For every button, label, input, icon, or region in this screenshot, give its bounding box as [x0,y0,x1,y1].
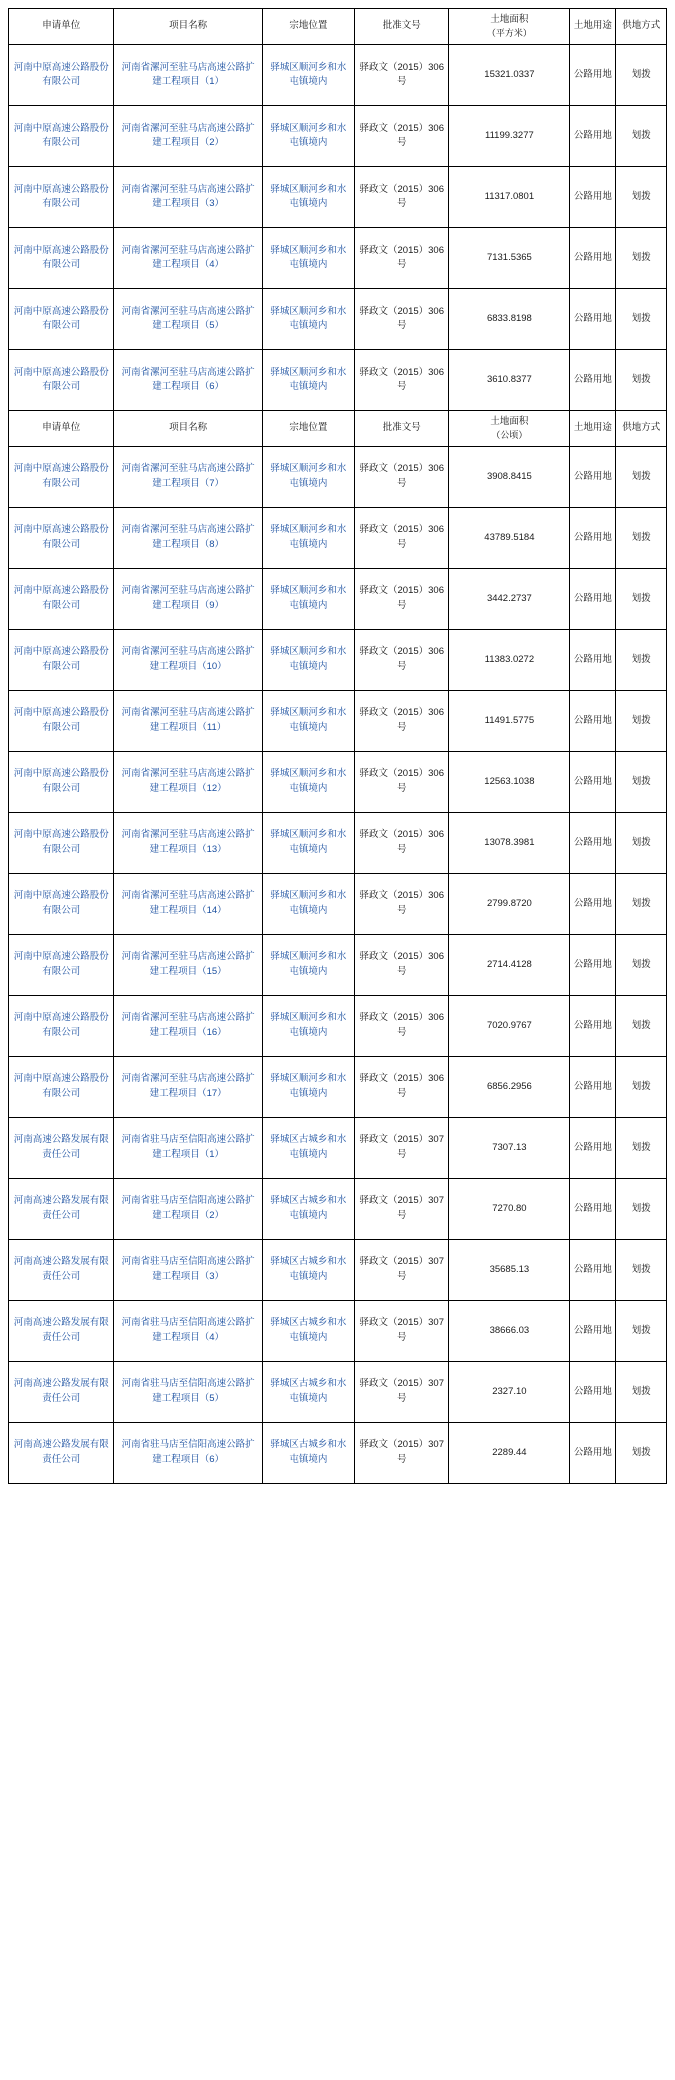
cell-applicant: 河南中原高速公路股份有限公司 [9,995,114,1056]
cell-parcel-location: 驿城区顺河乡和水屯镇境内 [262,568,354,629]
cell-supply-method: 划拨 [616,812,667,873]
header-project: 项目名称 [114,410,262,446]
cell-project-name: 河南省漯河至驻马店高速公路扩建工程项目（3） [114,166,262,227]
cell-project-name: 河南省漯河至驻马店高速公路扩建工程项目（2） [114,105,262,166]
cell-approval-doc-number: 驿政文（2015）307号 [355,1361,449,1422]
cell-land-use: 公路用地 [570,995,616,1056]
cell-land-area: 3442.2737 [449,568,570,629]
cell-supply-method: 划拨 [616,105,667,166]
cell-land-use: 公路用地 [570,227,616,288]
cell-parcel-location: 驿城区顺河乡和水屯镇境内 [262,446,354,507]
header-land-area-unit: （平方米） [486,27,532,38]
cell-approval-doc-number: 驿政文（2015）306号 [355,446,449,507]
header-land-area-label: 土地面积 [490,14,529,25]
cell-land-use: 公路用地 [570,1300,616,1361]
table-row [9,1117,667,1178]
cell-project-name: 河南省驻马店至信阳高速公路扩建工程项目（5） [114,1361,262,1422]
cell-land-area: 7020.9767 [449,995,570,1056]
cell-applicant: 河南中原高速公路股份有限公司 [9,507,114,568]
cell-supply-method: 划拨 [616,568,667,629]
header-land-use: 土地用途 [570,9,616,45]
cell-land-area: 11491.5775 [449,690,570,751]
cell-land-area: 3908.8415 [449,446,570,507]
cell-applicant: 河南中原高速公路股份有限公司 [9,812,114,873]
cell-project-name: 河南省漯河至驻马店高速公路扩建工程项目（10） [114,629,262,690]
cell-applicant: 河南中原高速公路股份有限公司 [9,629,114,690]
cell-approval-doc-number: 驿政文（2015）307号 [355,1300,449,1361]
cell-supply-method: 划拨 [616,1178,667,1239]
cell-project-name: 河南省驻马店至信阳高速公路扩建工程项目（2） [114,1178,262,1239]
cell-approval-doc-number: 驿政文（2015）307号 [355,1422,449,1483]
cell-land-area: 2714.4128 [449,934,570,995]
cell-land-use: 公路用地 [570,873,616,934]
header-supply-method: 供地方式 [616,9,667,45]
header-land-area [449,410,570,446]
cell-applicant: 河南中原高速公路股份有限公司 [9,751,114,812]
cell-land-use: 公路用地 [570,934,616,995]
cell-approval-doc-number: 驿政文（2015）306号 [355,690,449,751]
cell-parcel-location: 驿城区顺河乡和水屯镇境内 [262,1056,354,1117]
table-row [9,690,667,751]
cell-project-name: 河南省漯河至驻马店高速公路扩建工程项目（9） [114,568,262,629]
cell-applicant: 河南中原高速公路股份有限公司 [9,227,114,288]
cell-land-use: 公路用地 [570,44,616,105]
cell-parcel-location: 驿城区顺河乡和水屯镇境内 [262,44,354,105]
table-row [9,227,667,288]
cell-approval-doc-number: 驿政文（2015）307号 [355,1178,449,1239]
cell-land-use: 公路用地 [570,568,616,629]
cell-land-area: 11317.0801 [449,166,570,227]
table-row [9,288,667,349]
cell-land-use: 公路用地 [570,349,616,410]
header-doc-number: 批准文号 [355,410,449,446]
cell-approval-doc-number: 驿政文（2015）306号 [355,568,449,629]
cell-supply-method: 划拨 [616,446,667,507]
cell-land-area: 2799.8720 [449,873,570,934]
cell-project-name: 河南省漯河至驻马店高速公路扩建工程项目（7） [114,446,262,507]
cell-land-area: 12563.1038 [449,751,570,812]
cell-parcel-location: 驿城区顺河乡和水屯镇境内 [262,349,354,410]
cell-parcel-location: 驿城区顺河乡和水屯镇境内 [262,812,354,873]
cell-supply-method: 划拨 [616,166,667,227]
cell-supply-method: 划拨 [616,995,667,1056]
cell-applicant: 河南高速公路发展有限责任公司 [9,1361,114,1422]
cell-parcel-location: 驿城区顺河乡和水屯镇境内 [262,629,354,690]
table-body [9,9,667,1484]
table-row [9,629,667,690]
header-land-area-label: 土地面积 [490,415,529,427]
cell-parcel-location: 驿城区古城乡和水屯镇境内 [262,1178,354,1239]
cell-land-use: 公路用地 [570,751,616,812]
cell-applicant: 河南中原高速公路股份有限公司 [9,690,114,751]
cell-project-name: 河南省漯河至驻马店高速公路扩建工程项目（16） [114,995,262,1056]
cell-approval-doc-number: 驿政文（2015）306号 [355,995,449,1056]
cell-applicant: 河南中原高速公路股份有限公司 [9,873,114,934]
table-row [9,1361,667,1422]
cell-supply-method: 划拨 [616,1117,667,1178]
cell-parcel-location: 驿城区古城乡和水屯镇境内 [262,1422,354,1483]
table-row [9,812,667,873]
cell-approval-doc-number: 驿政文（2015）306号 [355,934,449,995]
land-supply-table [8,8,667,1484]
cell-land-area: 7307.13 [449,1117,570,1178]
cell-supply-method: 划拨 [616,288,667,349]
cell-supply-method: 划拨 [616,1422,667,1483]
cell-supply-method: 划拨 [616,1361,667,1422]
table-row [9,349,667,410]
cell-land-use: 公路用地 [570,105,616,166]
cell-supply-method: 划拨 [616,349,667,410]
cell-supply-method: 划拨 [616,1239,667,1300]
table-row [9,995,667,1056]
header-location: 宗地位置 [262,410,354,446]
cell-approval-doc-number: 驿政文（2015）307号 [355,1239,449,1300]
cell-parcel-location: 驿城区古城乡和水屯镇境内 [262,1239,354,1300]
table-row [9,507,667,568]
table-row [9,105,667,166]
header-applicant: 申请单位 [9,410,114,446]
cell-supply-method: 划拨 [616,1300,667,1361]
cell-project-name: 河南省漯河至驻马店高速公路扩建工程项目（4） [114,227,262,288]
cell-land-area: 7270.80 [449,1178,570,1239]
cell-applicant: 河南中原高速公路股份有限公司 [9,934,114,995]
table-header-row [9,410,667,446]
cell-parcel-location: 驿城区顺河乡和水屯镇境内 [262,690,354,751]
cell-parcel-location: 驿城区顺河乡和水屯镇境内 [262,507,354,568]
cell-project-name: 河南省漯河至驻马店高速公路扩建工程项目（8） [114,507,262,568]
cell-supply-method: 划拨 [616,690,667,751]
cell-applicant: 河南中原高速公路股份有限公司 [9,44,114,105]
cell-land-use: 公路用地 [570,1117,616,1178]
cell-land-use: 公路用地 [570,166,616,227]
table-row [9,751,667,812]
cell-applicant: 河南高速公路发展有限责任公司 [9,1422,114,1483]
cell-project-name: 河南省驻马店至信阳高速公路扩建工程项目（1） [114,1117,262,1178]
cell-supply-method: 划拨 [616,629,667,690]
cell-project-name: 河南省漯河至驻马店高速公路扩建工程项目（15） [114,934,262,995]
cell-parcel-location: 驿城区顺河乡和水屯镇境内 [262,934,354,995]
table-row [9,166,667,227]
cell-land-use: 公路用地 [570,1239,616,1300]
cell-parcel-location: 驿城区古城乡和水屯镇境内 [262,1300,354,1361]
table-row [9,446,667,507]
cell-land-area: 13078.3981 [449,812,570,873]
table-row [9,44,667,105]
cell-project-name: 河南省漯河至驻马店高速公路扩建工程项目（11） [114,690,262,751]
cell-applicant: 河南中原高速公路股份有限公司 [9,349,114,410]
cell-approval-doc-number: 驿政文（2015）306号 [355,629,449,690]
cell-approval-doc-number: 驿政文（2015）306号 [355,507,449,568]
cell-land-use: 公路用地 [570,446,616,507]
cell-land-area: 3610.8377 [449,349,570,410]
cell-project-name: 河南省漯河至驻马店高速公路扩建工程项目（6） [114,349,262,410]
cell-land-use: 公路用地 [570,690,616,751]
cell-applicant: 河南中原高速公路股份有限公司 [9,105,114,166]
cell-parcel-location: 驿城区顺河乡和水屯镇境内 [262,105,354,166]
table-row [9,1422,667,1483]
cell-approval-doc-number: 驿政文（2015）306号 [355,288,449,349]
cell-land-area: 2327.10 [449,1361,570,1422]
cell-land-area: 38666.03 [449,1300,570,1361]
cell-approval-doc-number: 驿政文（2015）306号 [355,349,449,410]
cell-supply-method: 划拨 [616,873,667,934]
cell-approval-doc-number: 驿政文（2015）306号 [355,812,449,873]
table-row [9,1239,667,1300]
header-land-area-unit: （公顷） [491,429,528,440]
header-location: 宗地位置 [262,9,354,45]
cell-project-name: 河南省驻马店至信阳高速公路扩建工程项目（4） [114,1300,262,1361]
cell-land-use: 公路用地 [570,1422,616,1483]
table-row [9,1300,667,1361]
cell-land-area: 43789.5184 [449,507,570,568]
header-land-use: 土地用途 [570,410,616,446]
table-row [9,1056,667,1117]
cell-applicant: 河南高速公路发展有限责任公司 [9,1117,114,1178]
header-supply-method: 供地方式 [616,410,667,446]
cell-approval-doc-number: 驿政文（2015）306号 [355,44,449,105]
cell-approval-doc-number: 驿政文（2015）306号 [355,873,449,934]
cell-parcel-location: 驿城区顺河乡和水屯镇境内 [262,227,354,288]
cell-approval-doc-number: 驿政文（2015）306号 [355,166,449,227]
cell-supply-method: 划拨 [616,934,667,995]
cell-supply-method: 划拨 [616,227,667,288]
cell-project-name: 河南省漯河至驻马店高速公路扩建工程项目（14） [114,873,262,934]
cell-land-area: 7131.5365 [449,227,570,288]
cell-supply-method: 划拨 [616,751,667,812]
cell-parcel-location: 驿城区古城乡和水屯镇境内 [262,1117,354,1178]
cell-applicant: 河南高速公路发展有限责任公司 [9,1178,114,1239]
cell-land-area: 6856.2956 [449,1056,570,1117]
cell-project-name: 河南省驻马店至信阳高速公路扩建工程项目（3） [114,1239,262,1300]
cell-land-use: 公路用地 [570,629,616,690]
cell-project-name: 河南省漯河至驻马店高速公路扩建工程项目（5） [114,288,262,349]
cell-approval-doc-number: 驿政文（2015）307号 [355,1117,449,1178]
cell-applicant: 河南中原高速公路股份有限公司 [9,446,114,507]
cell-parcel-location: 驿城区顺河乡和水屯镇境内 [262,873,354,934]
cell-applicant: 河南高速公路发展有限责任公司 [9,1300,114,1361]
cell-land-use: 公路用地 [570,812,616,873]
cell-land-area: 2289.44 [449,1422,570,1483]
table-header-row [9,9,667,45]
table-row [9,934,667,995]
header-project: 项目名称 [114,9,262,45]
cell-land-area: 15321.0337 [449,44,570,105]
cell-approval-doc-number: 驿政文（2015）306号 [355,1056,449,1117]
header-land-area [449,9,570,45]
cell-land-area: 6833.8198 [449,288,570,349]
table-row [9,873,667,934]
table-row [9,568,667,629]
cell-applicant: 河南中原高速公路股份有限公司 [9,166,114,227]
table-row [9,1178,667,1239]
cell-land-area: 35685.13 [449,1239,570,1300]
cell-parcel-location: 驿城区顺河乡和水屯镇境内 [262,995,354,1056]
cell-land-use: 公路用地 [570,1178,616,1239]
cell-project-name: 河南省漯河至驻马店高速公路扩建工程项目（17） [114,1056,262,1117]
cell-parcel-location: 驿城区顺河乡和水屯镇境内 [262,751,354,812]
cell-land-use: 公路用地 [570,1056,616,1117]
cell-land-use: 公路用地 [570,288,616,349]
cell-supply-method: 划拨 [616,44,667,105]
cell-approval-doc-number: 驿政文（2015）306号 [355,227,449,288]
cell-parcel-location: 驿城区顺河乡和水屯镇境内 [262,166,354,227]
cell-land-area: 11199.3277 [449,105,570,166]
cell-applicant: 河南中原高速公路股份有限公司 [9,568,114,629]
cell-project-name: 河南省漯河至驻马店高速公路扩建工程项目（12） [114,751,262,812]
cell-land-use: 公路用地 [570,507,616,568]
cell-parcel-location: 驿城区顺河乡和水屯镇境内 [262,288,354,349]
cell-land-use: 公路用地 [570,1361,616,1422]
cell-applicant: 河南中原高速公路股份有限公司 [9,1056,114,1117]
header-doc-number: 批准文号 [355,9,449,45]
cell-applicant: 河南高速公路发展有限责任公司 [9,1239,114,1300]
cell-supply-method: 划拨 [616,1056,667,1117]
cell-supply-method: 划拨 [616,507,667,568]
cell-project-name: 河南省漯河至驻马店高速公路扩建工程项目（13） [114,812,262,873]
cell-approval-doc-number: 驿政文（2015）306号 [355,105,449,166]
header-applicant: 申请单位 [9,9,114,45]
cell-project-name: 河南省驻马店至信阳高速公路扩建工程项目（6） [114,1422,262,1483]
cell-parcel-location: 驿城区古城乡和水屯镇境内 [262,1361,354,1422]
cell-applicant: 河南中原高速公路股份有限公司 [9,288,114,349]
cell-land-area: 11383.0272 [449,629,570,690]
cell-project-name: 河南省漯河至驻马店高速公路扩建工程项目（1） [114,44,262,105]
cell-approval-doc-number: 驿政文（2015）306号 [355,751,449,812]
